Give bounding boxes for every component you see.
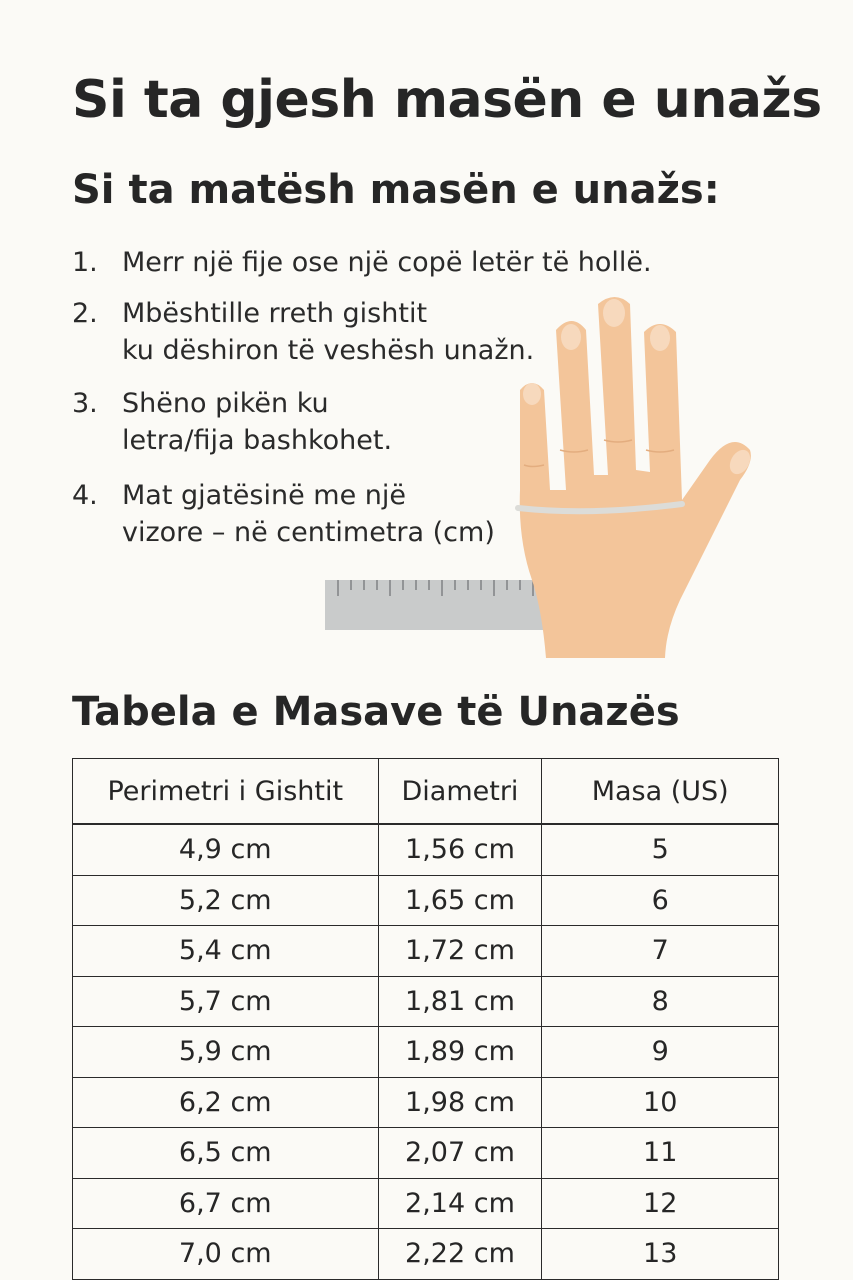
table-cell: 2,07 cm [378,1128,542,1179]
page-title: Si ta gjesh masën e unažs [72,70,822,130]
table-cell: 7,0 cm [73,1229,379,1280]
table-cell: 1,56 cm [378,824,542,875]
table-row [73,875,779,926]
step-text: Mbështille rreth gishtit [122,298,428,329]
table-cell: 5,4 cm [73,926,379,977]
table-cell: 6,5 cm [73,1128,379,1179]
ring-size-table [72,758,779,1280]
step-number: 2. [72,298,98,329]
table-row [73,1128,779,1179]
table-row [73,1077,779,1128]
step-text: Merr një fije ose një copë letër të hollë. [122,247,652,278]
table-row [73,976,779,1027]
table-cell: 5,7 cm [73,976,379,1027]
step-number: 1. [72,247,98,278]
table-cell: 10 [542,1077,779,1128]
table-cell: 8 [542,976,779,1027]
step-text: Mat gjatësinë me një [122,480,406,511]
table-cell: 5,2 cm [73,875,379,926]
ruler-icon [325,580,550,630]
column-header-size: Masa (US) [542,759,779,825]
step-item [72,295,534,369]
step-item [72,477,495,551]
table-header-row [73,759,779,825]
table-cell: 11 [542,1128,779,1179]
step-text: ku dëshiron të veshësh unažn. [122,335,535,366]
step-text: vizore – në centimetra (cm) [122,517,495,548]
step-text: letra/fija bashkohet. [122,425,393,456]
table-cell: 6 [542,875,779,926]
column-header-diameter: Diametri [378,759,542,825]
table-cell: 1,81 cm [378,976,542,1027]
table-cell: 5 [542,824,779,875]
table-row [73,1178,779,1229]
table-cell: 12 [542,1178,779,1229]
table-cell: 1,72 cm [378,926,542,977]
table-cell: 6,2 cm [73,1077,379,1128]
table-row [73,1027,779,1078]
table-cell: 5,9 cm [73,1027,379,1078]
table-cell: 1,98 cm [378,1077,542,1128]
step-number: 3. [72,388,98,419]
step-item [72,244,652,281]
table-cell: 4,9 cm [73,824,379,875]
instructions-heading: Si ta matësh masën e unažs: [72,167,720,213]
table-cell: 6,7 cm [73,1178,379,1229]
table-cell: 2,14 cm [378,1178,542,1229]
table-cell: 2,22 cm [378,1229,542,1280]
step-text: Shëno pikën ku [122,388,329,419]
table-cell: 1,89 cm [378,1027,542,1078]
step-number: 4. [72,480,98,511]
column-header-circumference: Perimetri i Gishtit [73,759,379,825]
table-cell: 13 [542,1229,779,1280]
table-cell: 9 [542,1027,779,1078]
table-row [73,1229,779,1280]
size-table-title: Tabela e Masave të Unazës [72,689,680,735]
table-row [73,926,779,977]
step-item [72,385,392,459]
table-cell: 7 [542,926,779,977]
table-cell: 1,65 cm [378,875,542,926]
table-row [73,824,779,875]
